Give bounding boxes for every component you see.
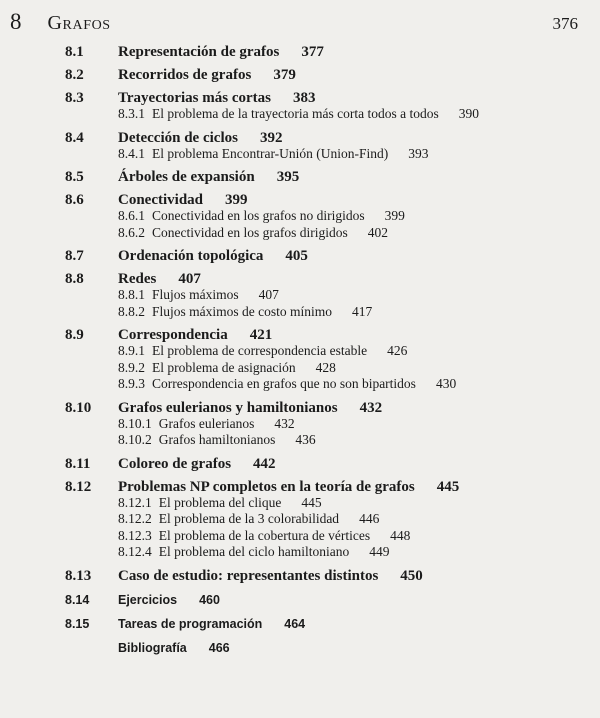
toc-entry	[65, 479, 578, 495]
entry-page: 379	[273, 67, 296, 83]
entry-title: Bibliografía	[118, 640, 187, 655]
toc-entry	[65, 432, 578, 449]
entry-number: 8.8	[65, 271, 84, 287]
entry-page: 399	[384, 208, 405, 223]
toc-entry	[65, 287, 578, 304]
entry-title: Redes	[118, 271, 157, 287]
entry-title: Representación de grafos	[118, 44, 280, 60]
entry-page: 392	[259, 129, 283, 146]
toc-entry	[65, 593, 578, 608]
entry-number: 8.4.1	[118, 145, 145, 161]
entry-title: El problema de la 3 colorabilidad	[158, 511, 340, 526]
entry-title: Recorridos de grafos	[118, 67, 252, 83]
toc-entry	[65, 169, 578, 185]
entry-title: Tareas de programación	[118, 616, 263, 631]
entry-number: 8.7	[65, 248, 84, 264]
chapter-number: 8	[10, 9, 22, 34]
entry-title: Ejercicios	[118, 592, 178, 607]
entry-number: 8.14	[65, 592, 90, 607]
entry-number: 8.12.4	[118, 544, 152, 559]
entry-title: El problema del clique	[158, 494, 282, 510]
chapter-page-number: 376	[552, 14, 578, 33]
entry-number: 8.13	[65, 567, 92, 584]
entry-number: 8.9	[65, 327, 84, 343]
entry-page: 442	[253, 455, 276, 472]
entry-page: 446	[359, 511, 380, 526]
entry-number: 8.12	[65, 478, 92, 495]
entry-page: 430	[435, 376, 457, 391]
toc-entry	[65, 400, 578, 416]
entry-title: El problema del ciclo hamiltoniano	[158, 544, 350, 559]
entry-number: 8.3	[65, 90, 84, 106]
entry-page: 390	[458, 106, 480, 121]
entry-page: 395	[276, 169, 300, 185]
entry-number: 8.6	[65, 192, 84, 208]
entry-page: 460	[199, 592, 220, 607]
entry-page: 407	[178, 271, 201, 287]
entry-number: 8.1	[65, 44, 84, 60]
entry-title: Caso de estudio: representantes distintos	[118, 567, 379, 584]
toc-entry	[65, 90, 578, 106]
toc-entry	[65, 360, 578, 377]
entry-number: 8.9.3	[118, 376, 145, 391]
toc-entry	[65, 495, 578, 512]
entry-number: 8.8.1	[118, 287, 145, 302]
entry-number: 8.6.1	[118, 208, 145, 223]
entry-title: Ordenación topológica	[118, 248, 264, 264]
entry-number: 8.15	[65, 616, 90, 631]
entry-page: 393	[408, 145, 429, 161]
entry-page: 449	[369, 544, 390, 559]
entry-title: Correspondencia en grafos que no son bipartidos	[152, 376, 416, 391]
entry-number: 8.4	[65, 129, 84, 146]
chapter-header	[10, 10, 578, 35]
toc-entry	[65, 304, 578, 321]
entry-number: 8.11	[65, 455, 91, 472]
entry-number: 8.12.3	[118, 527, 152, 543]
toc-entry	[65, 130, 578, 146]
toc-entry	[65, 192, 578, 208]
entry-title: Conectividad en los grafos no dirigidos	[152, 208, 365, 223]
entry-title: El problema de la cobertura de vértices	[158, 527, 371, 543]
entry-page: 432	[274, 415, 295, 431]
entry-title: Grafos eulerianos y hamiltonianos	[118, 399, 338, 416]
entry-page: 445	[301, 494, 322, 510]
entry-page: 377	[301, 44, 324, 60]
entry-number: 8.8.2	[118, 303, 145, 319]
toc-entry	[65, 544, 578, 561]
entry-page: 405	[285, 248, 308, 264]
entry-page: 428	[315, 359, 336, 375]
entry-title: Flujos máximos de costo mínimo	[152, 303, 333, 319]
entry-title: El problema de la trayectoria más corta todos a todos	[152, 106, 439, 121]
entry-title: El problema Encontrar-Unión (Union-Find)	[152, 145, 389, 161]
toc-entry	[65, 225, 578, 242]
entry-number: 8.12.2	[118, 511, 152, 526]
entry-number: 8.6.2	[118, 224, 145, 240]
entry-title: Conectividad	[118, 192, 204, 208]
entry-title: Grafos hamiltonianos	[158, 432, 276, 447]
toc-entry	[65, 271, 578, 287]
entry-page: 432	[359, 399, 383, 416]
entry-page: 421	[249, 327, 273, 343]
entry-number: 8.9.2	[118, 359, 145, 375]
entry-page: 448	[390, 527, 411, 543]
toc-entry	[65, 376, 578, 393]
entry-number: 8.12.1	[118, 494, 152, 510]
entry-title: Conectividad en los grafos dirigidos	[152, 224, 348, 240]
entry-number: 8.9.1	[118, 343, 145, 358]
entry-title: El problema de correspondencia estable	[152, 343, 368, 358]
entry-number: 8.5	[65, 169, 84, 185]
entry-number: 8.10.2	[118, 432, 152, 447]
entry-title: Grafos eulerianos	[158, 415, 255, 431]
entry-number: 8.2	[65, 67, 84, 83]
entry-page: 450	[400, 567, 423, 584]
toc-entry	[65, 641, 578, 656]
entry-number: 8.10	[65, 399, 92, 416]
entry-title: Problemas NP completos en la teoría de grafos	[118, 478, 415, 495]
entry-title: Trayectorias más cortas	[118, 90, 272, 106]
entry-page: 426	[387, 343, 408, 358]
toc-entry	[65, 248, 578, 264]
toc-entry	[65, 617, 578, 632]
toc-entry	[65, 106, 578, 123]
entry-title: Correspondencia	[118, 327, 228, 343]
entry-page: 436	[295, 432, 316, 447]
toc-entry	[65, 528, 578, 545]
entry-page: 445	[436, 478, 460, 495]
entry-title: Detección de ciclos	[118, 129, 238, 146]
entry-page: 402	[367, 224, 388, 240]
toc-entry	[65, 67, 578, 83]
toc-entry	[65, 511, 578, 528]
chapter-title: Grafos	[47, 12, 111, 34]
entry-page: 399	[225, 192, 248, 208]
toc-entries	[10, 44, 578, 656]
entry-title: Coloreo de grafos	[118, 455, 232, 472]
toc-entry	[65, 416, 578, 433]
entry-page: 466	[208, 640, 230, 655]
entry-title: Flujos máximos	[152, 287, 239, 302]
toc-entry	[65, 44, 578, 60]
toc-entry	[65, 146, 578, 163]
entry-number: 8.10.1	[118, 415, 152, 431]
entry-page: 383	[293, 90, 316, 106]
entry-page: 407	[258, 287, 279, 302]
toc-entry	[65, 568, 578, 584]
entry-number: 8.3.1	[118, 106, 145, 121]
toc-entry	[65, 208, 578, 225]
entry-title: El problema de asignación	[152, 359, 296, 375]
entry-title: Árboles de expansión	[118, 169, 255, 185]
toc-entry	[65, 456, 578, 472]
entry-page: 464	[284, 616, 306, 631]
toc-entry	[65, 327, 578, 343]
toc-entry	[65, 343, 578, 360]
entry-page: 417	[352, 303, 373, 319]
